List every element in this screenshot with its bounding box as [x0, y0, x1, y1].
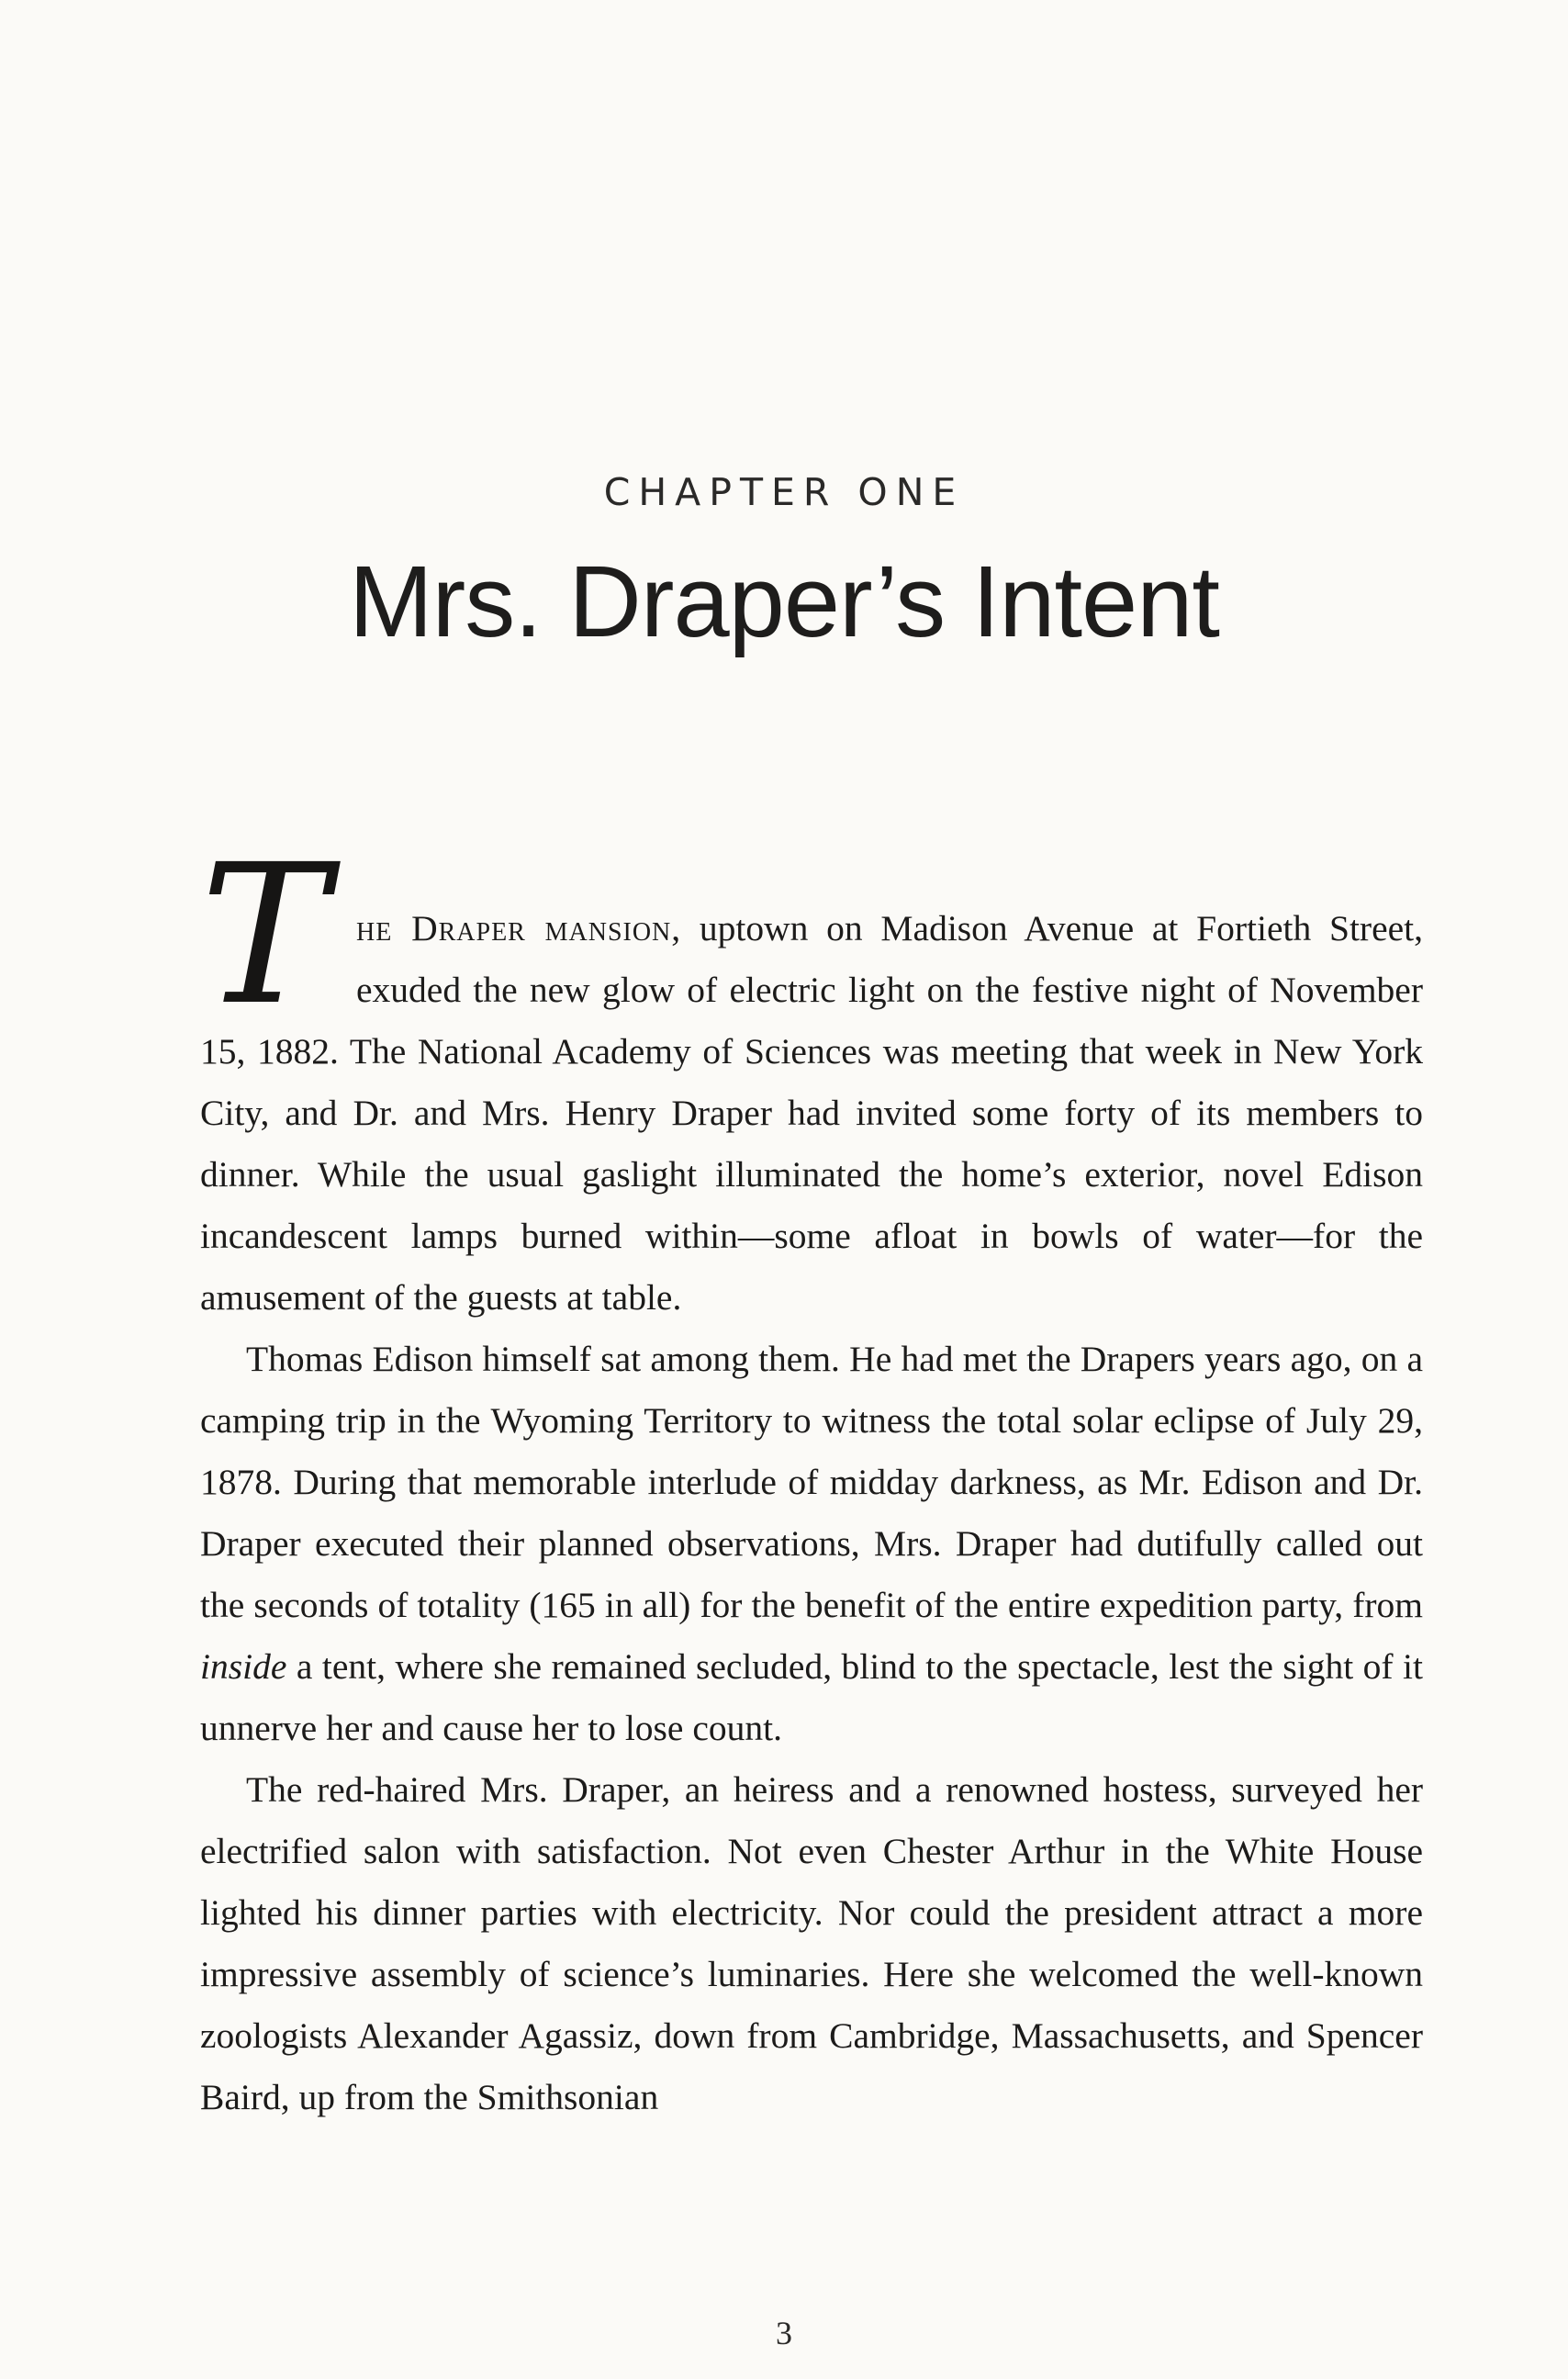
drop-cap: T — [200, 823, 330, 1048]
paragraph-2-text-before: Thomas Edison himself sat among them. He had met the Drapers years ago, on a camping trip in the Wyoming Territory to witness the total solar eclipse of July 29, 1878. During that memorable interlude of midday darkness, as Mr. Edison and Dr. Draper executed their planned observations, Mrs. Draper had dutifully called out the seconds of totality (165 in all) for the benefit of the entire expedition party, from — [200, 1339, 1423, 1625]
paragraph-2-emphasis: inside — [200, 1646, 287, 1687]
paragraph-3 — [200, 1759, 1423, 2128]
page-number: 3 — [776, 2315, 792, 2351]
chapter-label: CHAPTER ONE — [603, 470, 965, 514]
paragraph-1-text: uptown on Madison Avenue at Fortieth Street, exuded the new glow of electric light on the festive night of November 15, 1882. The National Academy of Sciences was meeting that week in New York City, and Dr. and Mrs. Henry Draper had invited some forty of its members to dinner. While the usual gaslight illuminated the home’s exterior, novel Edison incandescent lamps burned within—some afloat in bowls of water—for the amusement of the guests at table. — [200, 908, 1423, 1318]
chapter-body — [200, 823, 1423, 2128]
paragraph-3-text: The red-haired Mrs. Draper, an heiress and a renowned hostess, surveyed her electrified salon with satisfaction. Not even Chester Arthur in the White House lighted his dinner parties with electricity. Nor could the president attract a more impressive assembly of science’s luminaries. Here she welcomed the well-known zoologists Alexander Agassiz, down from Cambridge, Massachusetts, and Spencer Baird, up from the Smithsonian — [200, 1769, 1423, 2117]
lead-in-small-caps: he Draper mansion, — [356, 908, 682, 948]
chapter-title: Mrs. Draper’s Intent — [349, 545, 1219, 658]
paragraph-2 — [200, 1329, 1423, 1759]
paragraph-1 — [200, 823, 1423, 1329]
paragraph-2-text-after: a tent, where she remained secluded, blind to the spectacle, lest the sight of it unnerve her and cause her to lose count. — [200, 1646, 1423, 1748]
